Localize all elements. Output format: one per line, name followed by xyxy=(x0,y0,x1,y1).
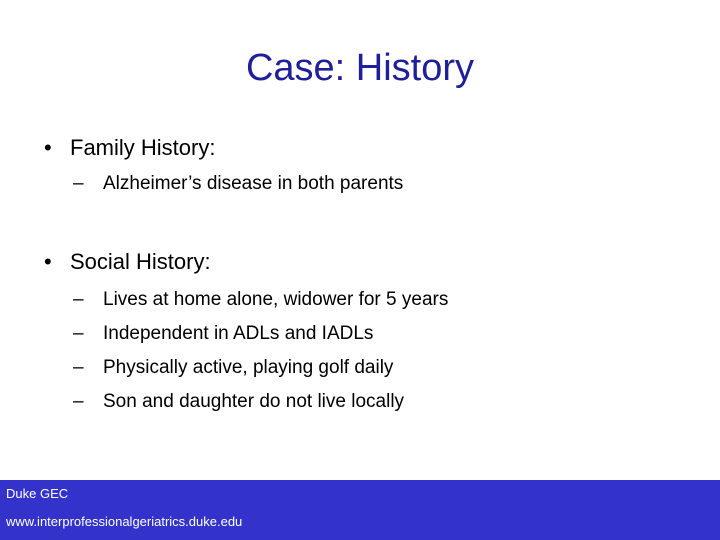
bullet-heading: Family History: xyxy=(70,135,216,160)
bullet-icon: • xyxy=(44,249,52,274)
bullet-icon: • xyxy=(44,135,52,160)
slide-title: Case: History xyxy=(245,47,475,89)
dash-icon: – xyxy=(73,289,84,310)
footer-org: Duke GEC xyxy=(6,486,69,501)
dash-icon: – xyxy=(73,391,84,412)
sub-item xyxy=(73,322,373,346)
bullet-heading: Social History: xyxy=(70,249,211,274)
sub-item xyxy=(73,390,404,414)
sub-item xyxy=(73,172,403,196)
dash-icon: – xyxy=(73,173,84,194)
sub-item xyxy=(73,288,448,312)
bullet-family-history xyxy=(44,134,215,162)
bullet-social-history xyxy=(44,248,211,276)
sub-item xyxy=(73,356,393,380)
sub-item-text: Independent in ADLs and IADLs xyxy=(103,323,374,344)
footer-bar xyxy=(0,480,720,540)
dash-icon: – xyxy=(73,323,84,344)
sub-item-text: Alzheimer’s disease in both parents xyxy=(103,173,404,194)
sub-item-text: Son and daughter do not live locally xyxy=(103,391,405,412)
dash-icon: – xyxy=(73,357,84,378)
sub-item-text: Physically active, playing golf daily xyxy=(103,357,394,378)
sub-item-text: Lives at home alone, widower for 5 years xyxy=(103,289,449,310)
footer-url-link[interactable]: www.interprofessionalgeriatrics.duke.edu xyxy=(6,514,243,529)
